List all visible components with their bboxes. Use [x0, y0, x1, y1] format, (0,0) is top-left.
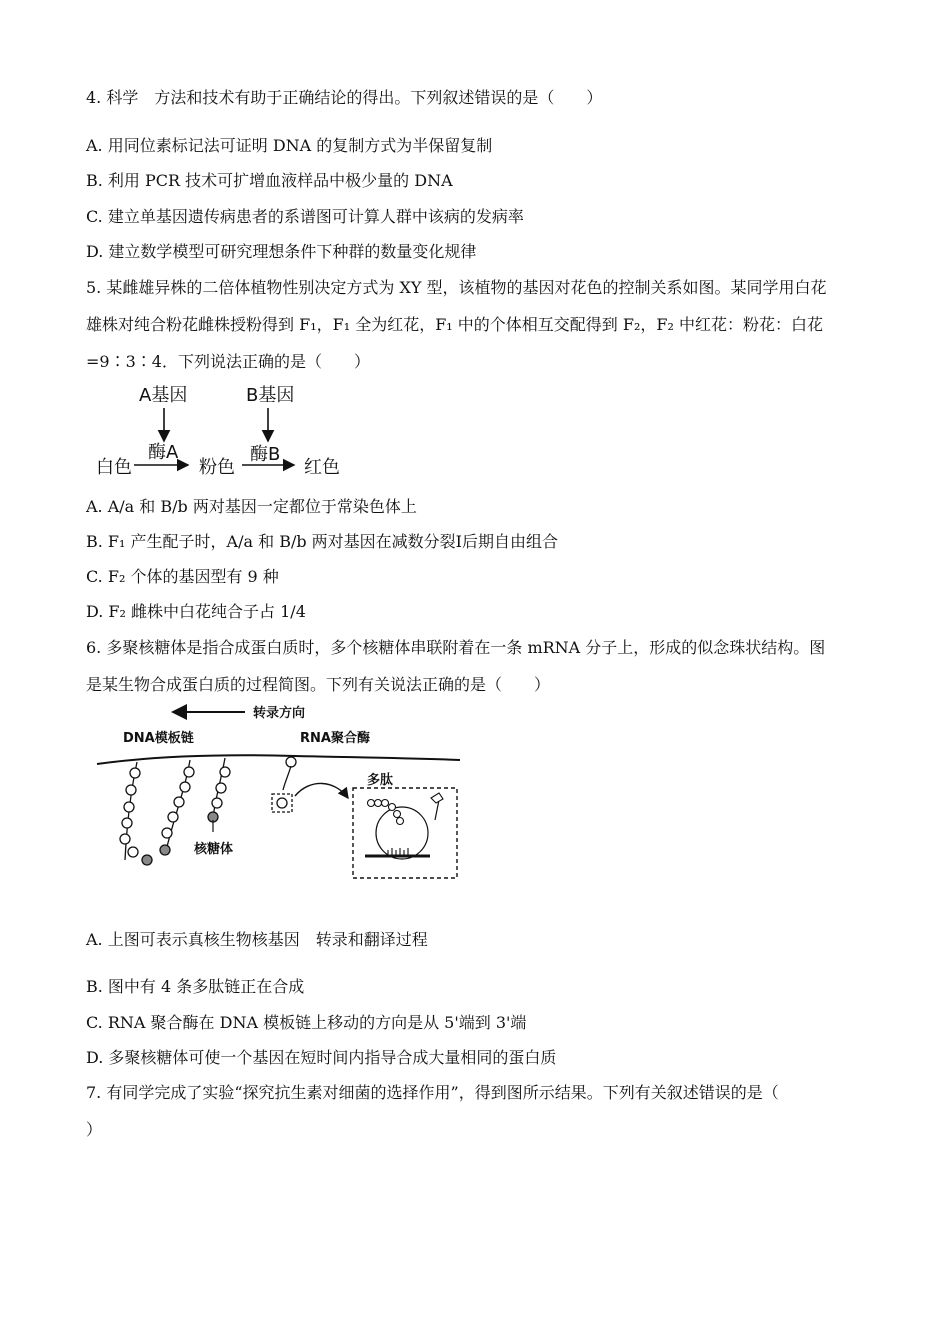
q6-stem-line2: 是某生物合成蛋白质的过程简图。下列有关说法正确的是（ ） [86, 675, 551, 694]
q6-option-b: B. 图中有 4 条多肽链正在合成 [86, 977, 305, 996]
gene-b-label: B基因 [246, 385, 295, 406]
q4-option-b: B. 利用 PCR 技术可扩增血液样品中极少量的 DNA [86, 171, 453, 190]
pink-color-label: 粉色 [199, 457, 235, 478]
polypeptide-label: 多肽 [367, 773, 394, 788]
q4-option-c: C. 建立单基因遗传病患者的系谱图可计算人群中该病的发病率 [86, 207, 524, 226]
rna-polymerase-label: RNA聚合酶 [300, 731, 370, 746]
polyribosome-diagram [95, 700, 465, 885]
dna-template-strand [97, 755, 460, 764]
white-color-label: 白色 [96, 457, 132, 478]
q4-option-a: A. 用同位素标记法可证明 DNA 的复制方式为半保留复制 [86, 136, 493, 155]
q5-option-c: C. F₂ 个体的基因型有 9 种 [86, 567, 279, 586]
mrna-strand-3 [208, 758, 230, 822]
q5-option-d: D. F₂ 雌株中白花纯合子占 1/4 [86, 602, 306, 621]
flower-color-pathway-diagram [86, 378, 366, 488]
q5-stem-line1: 5. 某雌雄异株的二倍体植物性别决定方式为 XY 型，该植物的基因对花色的控制关系如图。某同学用白花 [86, 278, 827, 297]
q7-stem-line1: 7. 有同学完成了实验“探究抗生素对细菌的选择作用”，得到图所示结果。下列有关叙述错误的是（ [86, 1083, 779, 1102]
q6-stem-line1: 6. 多聚核糖体是指合成蛋白质时，多个核糖体串联附着在一条 mRNA 分子上，形成的似念珠状结构。图 [86, 638, 826, 657]
q6-option-c: C. RNA 聚合酶在 DNA 模板链上移动的方向是从 5'端到 3'端 [86, 1013, 527, 1032]
q4-stem: 4. 科学 方法和技术有助于正确结论的得出。下列叙述错误的是（ ） [86, 88, 603, 107]
mrna-strand-2 [160, 760, 194, 855]
gene-a-label: A基因 [139, 385, 188, 406]
mrna-strand-1 [120, 762, 152, 865]
rna-polymerase-blob [286, 757, 296, 767]
q7-stem-line2: ） [86, 1120, 103, 1139]
red-color-label: 红色 [304, 457, 340, 478]
q6-option-d: D. 多聚核糖体可使一个基因在短时间内指导合成大量相同的蛋白质 [86, 1048, 557, 1067]
zoom-arrow [295, 783, 348, 798]
enzyme-b-label: 酶B [250, 444, 281, 465]
transcription-direction-label: 转录方向 [253, 706, 306, 721]
ribosome-detail [376, 807, 428, 859]
ribosome-label: 核糖体 [194, 842, 234, 857]
enzyme-a-label: 酶A [148, 442, 179, 463]
q5-option-a: A. A/a 和 B/b 两对基因一定都位于常染色体上 [86, 497, 417, 516]
q5-stem-line3: =9∶3∶4．下列说法正确的是（ ） [86, 352, 370, 371]
dna-template-label: DNA模板链 [123, 731, 194, 746]
q6-option-a: A. 上图可表示真核生物核基因 转录和翻译过程 [86, 930, 428, 949]
q4-option-d: D. 建立数学模型可研究理想条件下种群的数量变化规律 [86, 242, 477, 261]
q5-option-b: B. F₁ 产生配子时，A/a 和 B/b 两对基因在减数分裂Ⅰ后期自由组合 [86, 532, 558, 551]
q5-stem-line2: 雄株对纯合粉花雌株授粉得到 F₁，F₁ 全为红花，F₁ 中的个体相互交配得到 F₂，F₂ 中红花：粉花：白花 [86, 315, 824, 334]
